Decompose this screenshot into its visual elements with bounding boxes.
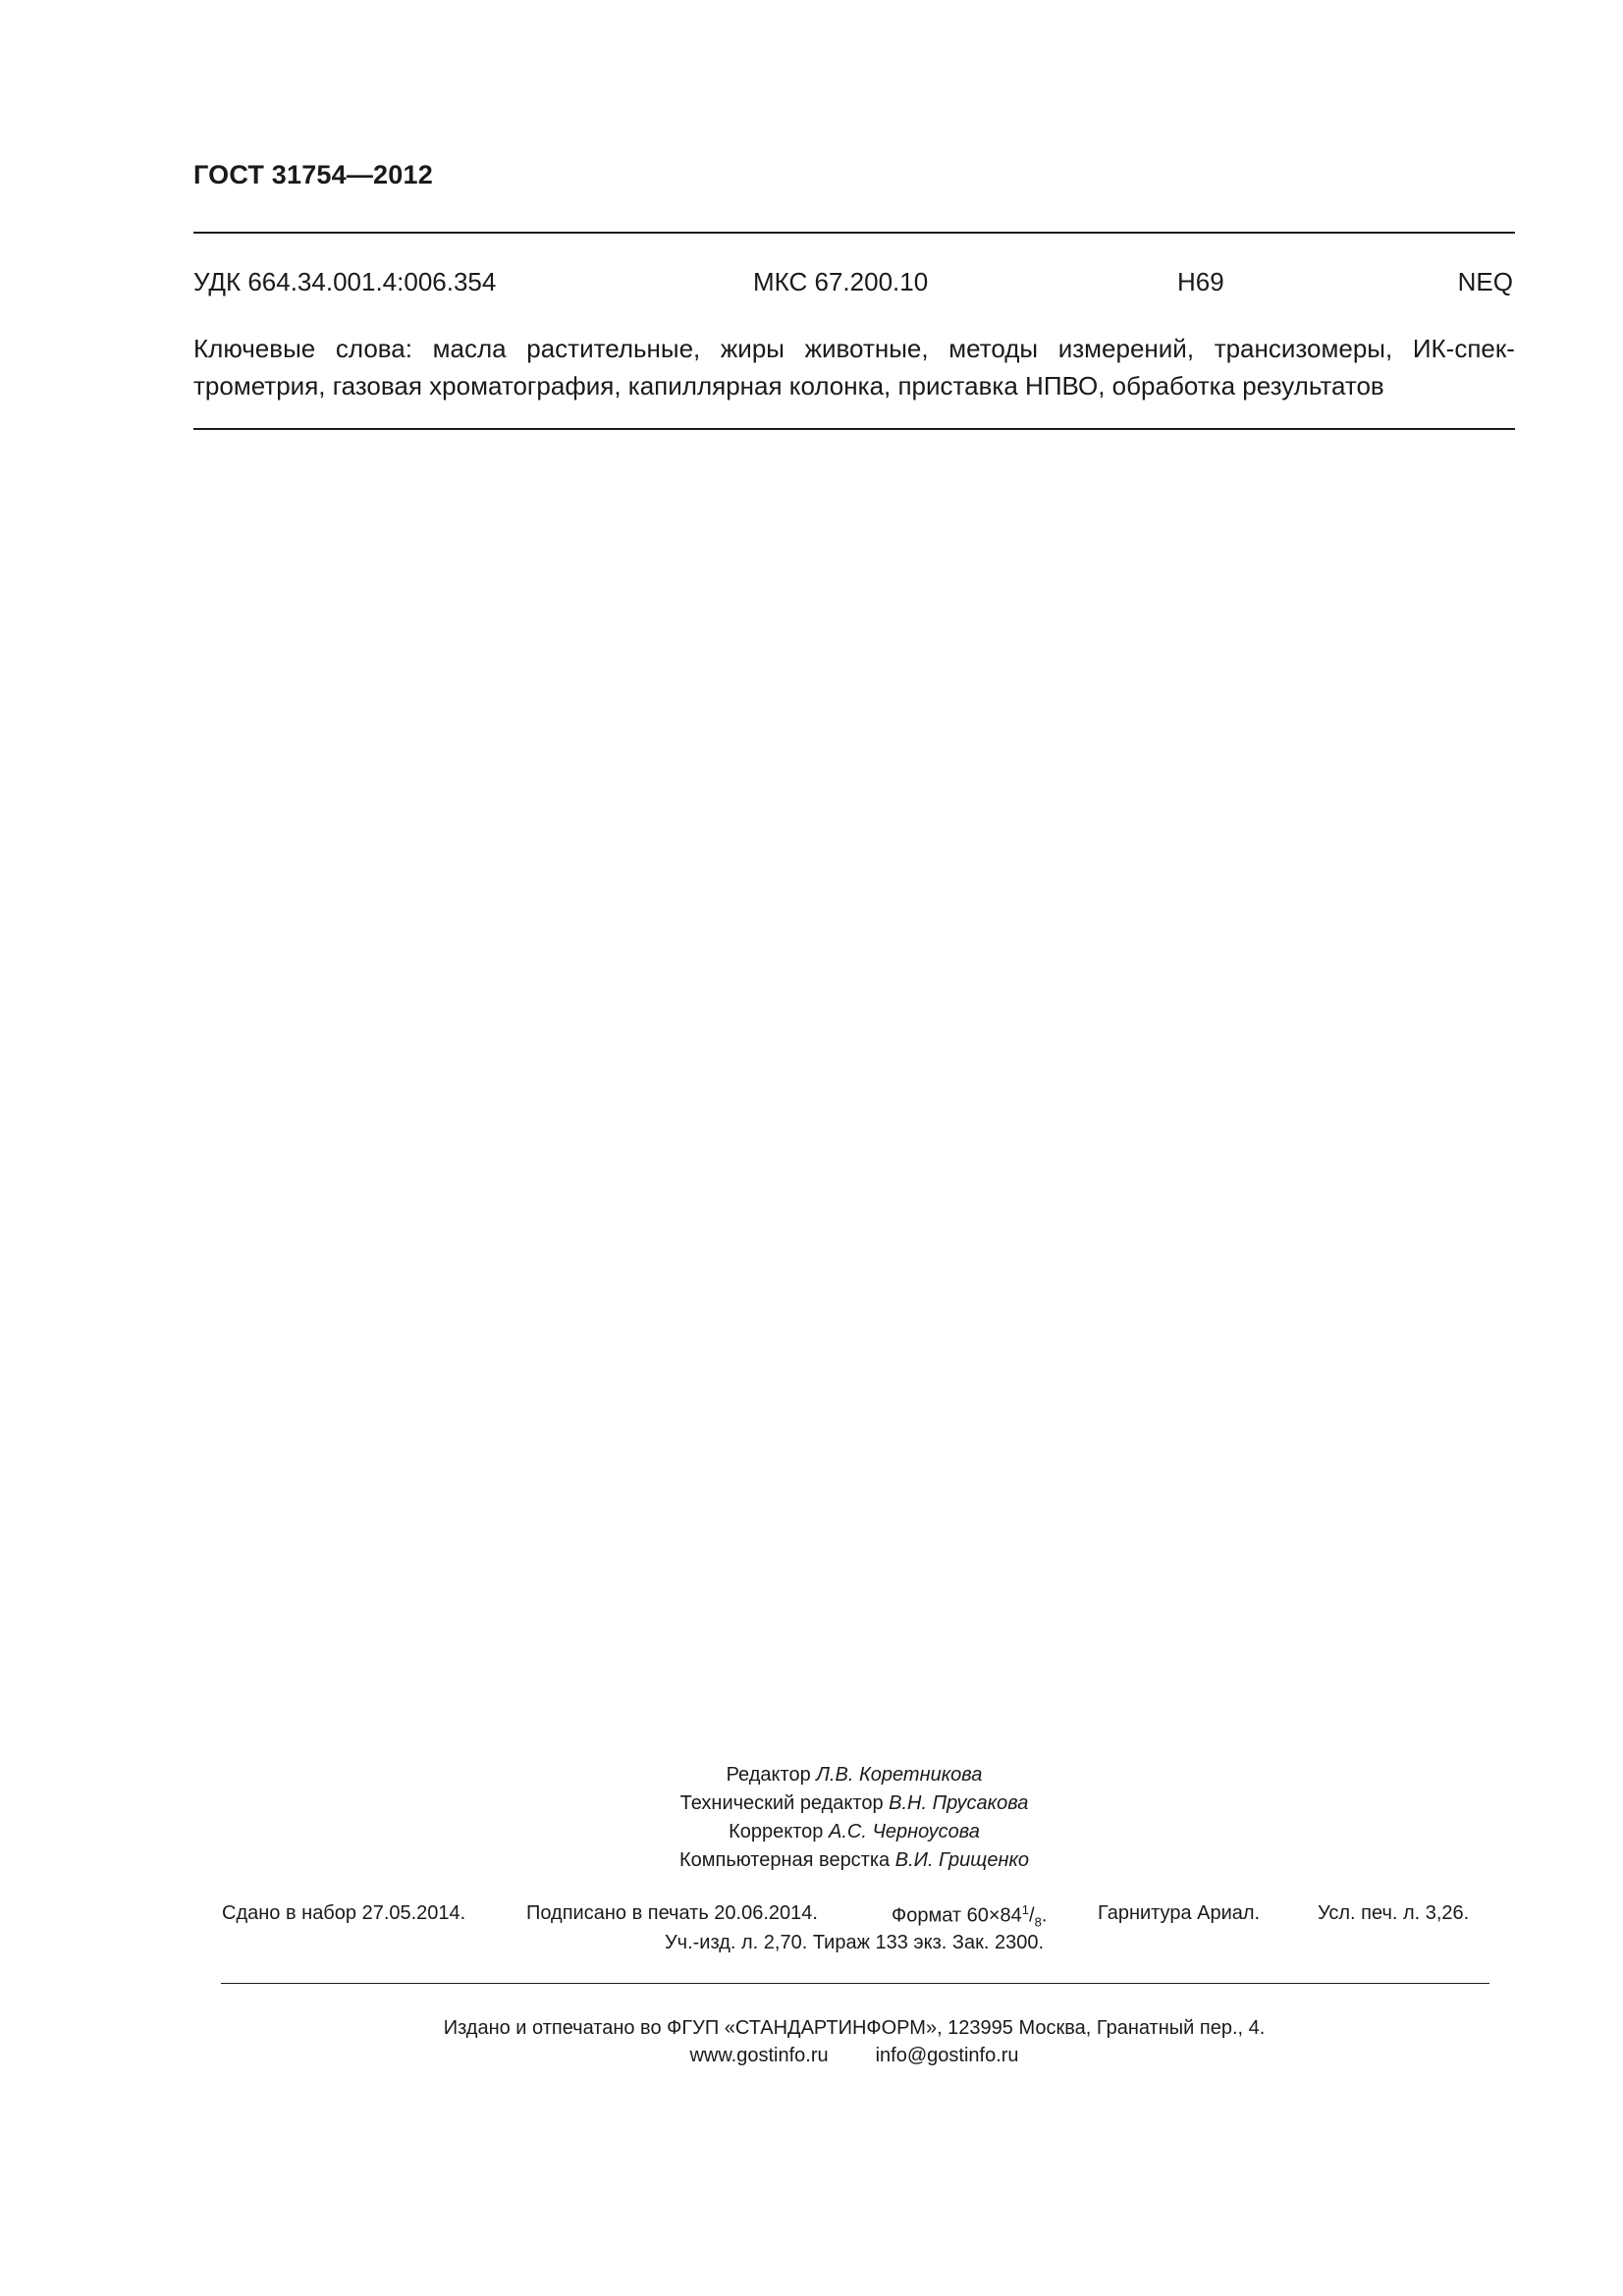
- publisher-address: Издано и отпечатано во ФГУП «СТАНДАРТИНФОРМ», 123995 Москва, Гранатный пер., 4.: [443, 2017, 1266, 2039]
- email-link[interactable]: info@gostinfo.ru: [875, 2045, 1019, 2066]
- top-divider: [193, 232, 1515, 234]
- keyword-word: слова:: [335, 334, 412, 363]
- credit-tech-editor: Технический редактор В.Н. Прусакова: [679, 1792, 1029, 1814]
- keyword-word: жиры: [720, 334, 784, 363]
- print-divider: [221, 1983, 1489, 1984]
- okstu-code: Н69: [1177, 267, 1224, 296]
- keyword-word: Ключевые: [193, 334, 316, 363]
- keywords-block: [193, 330, 1515, 404]
- credits-block: [0, 1761, 1623, 1875]
- keywords-line-1: [193, 330, 1515, 367]
- signed-date: Подписано в печать 20.06.2014.: [526, 1902, 818, 1924]
- publishing-sheets: Уч.-изд. л. 2,70.: [664, 1932, 808, 1953]
- publisher-contacts: [0, 2042, 1623, 2069]
- keyword-word: трансизомеры,: [1214, 334, 1393, 363]
- print-details-line-2: [0, 1932, 1623, 1954]
- keyword-word: масла: [432, 334, 507, 363]
- credit-editor: Редактор Л.В. Коретникова: [726, 1764, 983, 1786]
- keyword-word: методы: [948, 334, 1039, 363]
- classification-row: [193, 267, 1515, 300]
- keywords-line-2: трометрия, газовая хроматография, капиллярная колонка, приставка НПВО, обработка результатов: [193, 371, 1384, 400]
- credit-layout: Компьютерная верстка В.И. Грищенко: [678, 1849, 1030, 1871]
- typeface: Гарнитура Ариал.: [1098, 1902, 1261, 1924]
- mks-code: МКС 67.200.10: [753, 267, 929, 296]
- keywords-divider: [193, 428, 1515, 430]
- website-link[interactable]: www.gostinfo.ru: [689, 2045, 829, 2066]
- keyword-word: измерений,: [1057, 334, 1195, 363]
- credit-proofreader: Корректор А.С. Черноусова: [729, 1821, 980, 1842]
- paper-format: Формат $60\times 84^1/_8$.: [892, 1902, 1048, 1930]
- circulation: Тираж 133 экз.: [812, 1932, 947, 1953]
- publisher-block: [0, 2014, 1623, 2069]
- keyword-word: животные,: [804, 334, 929, 363]
- keyword-word: ИК-спек-: [1412, 334, 1515, 363]
- keyword-word: растительные,: [526, 334, 701, 363]
- printed-sheets: Усл. печ. л. 3,26.: [1318, 1902, 1470, 1924]
- udk-code: УДК 664.34.001.4:006.354: [193, 267, 497, 296]
- standard-title: ГОСТ 31754—2012: [193, 160, 433, 189]
- order-number: Зак. 2300.: [951, 1932, 1045, 1953]
- equivalence-code: NEQ: [1457, 267, 1513, 296]
- submitted-date: Сдано в набор 27.05.2014.: [222, 1902, 466, 1924]
